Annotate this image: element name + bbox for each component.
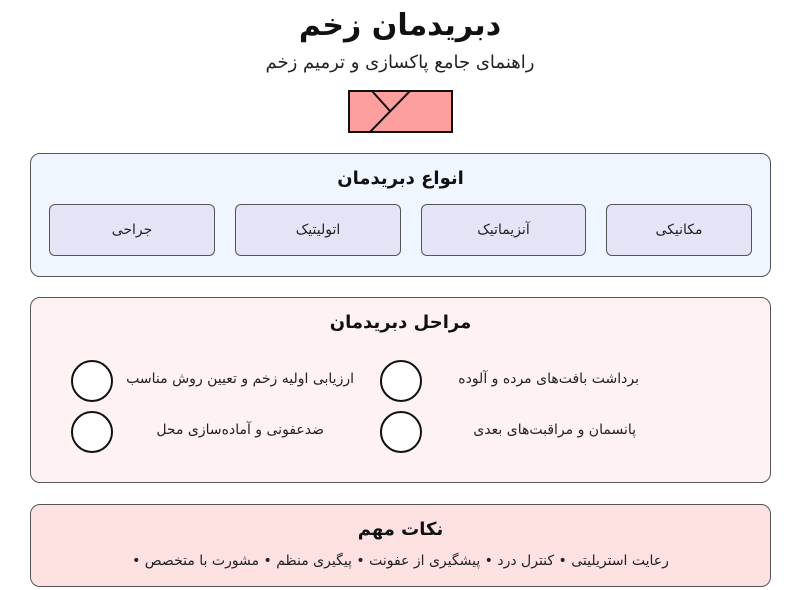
types-panel-title: انواع دبریدمان bbox=[337, 168, 464, 189]
step-circle-icon bbox=[71, 411, 113, 453]
step-circle-icon bbox=[380, 411, 422, 453]
steps-panel-title: مراحل دبریدمان bbox=[329, 312, 472, 333]
notes-text: رعایت استریلیتی • کنترل درد • پیشگیری از عفونت • پیگیری منظم • مشورت با متخصص • bbox=[132, 553, 669, 569]
step-item: ارزیابی اولیه زخم و تعیین روش مناسب bbox=[126, 371, 354, 387]
type-surgical-button[interactable]: جراحی bbox=[49, 204, 215, 256]
step-circle-icon bbox=[71, 360, 113, 402]
type-mechanical-button[interactable]: مکانیکی bbox=[606, 204, 752, 256]
step-item: ضدعفونی و آماده‌سازی محل bbox=[156, 422, 324, 438]
page-title: دبریدمان زخم bbox=[298, 8, 502, 43]
debridement-steps-panel bbox=[30, 297, 771, 483]
page-subtitle: راهنمای جامع پاکسازی و ترمیم زخم bbox=[265, 52, 535, 73]
step-item: برداشت بافت‌های مرده و آلوده bbox=[458, 371, 639, 387]
wound-bandage-icon bbox=[348, 90, 453, 133]
type-enzymatic-button[interactable]: آنزیماتیک bbox=[421, 204, 586, 256]
step-circle-icon bbox=[380, 360, 422, 402]
debridement-types-panel bbox=[30, 153, 771, 277]
step-item: پانسمان و مراقبت‌های بعدی bbox=[473, 422, 636, 438]
important-notes-panel bbox=[30, 504, 771, 587]
type-autolytic-button[interactable]: اتولیتیک bbox=[235, 204, 401, 256]
notes-panel-title: نکات مهم bbox=[357, 519, 444, 540]
